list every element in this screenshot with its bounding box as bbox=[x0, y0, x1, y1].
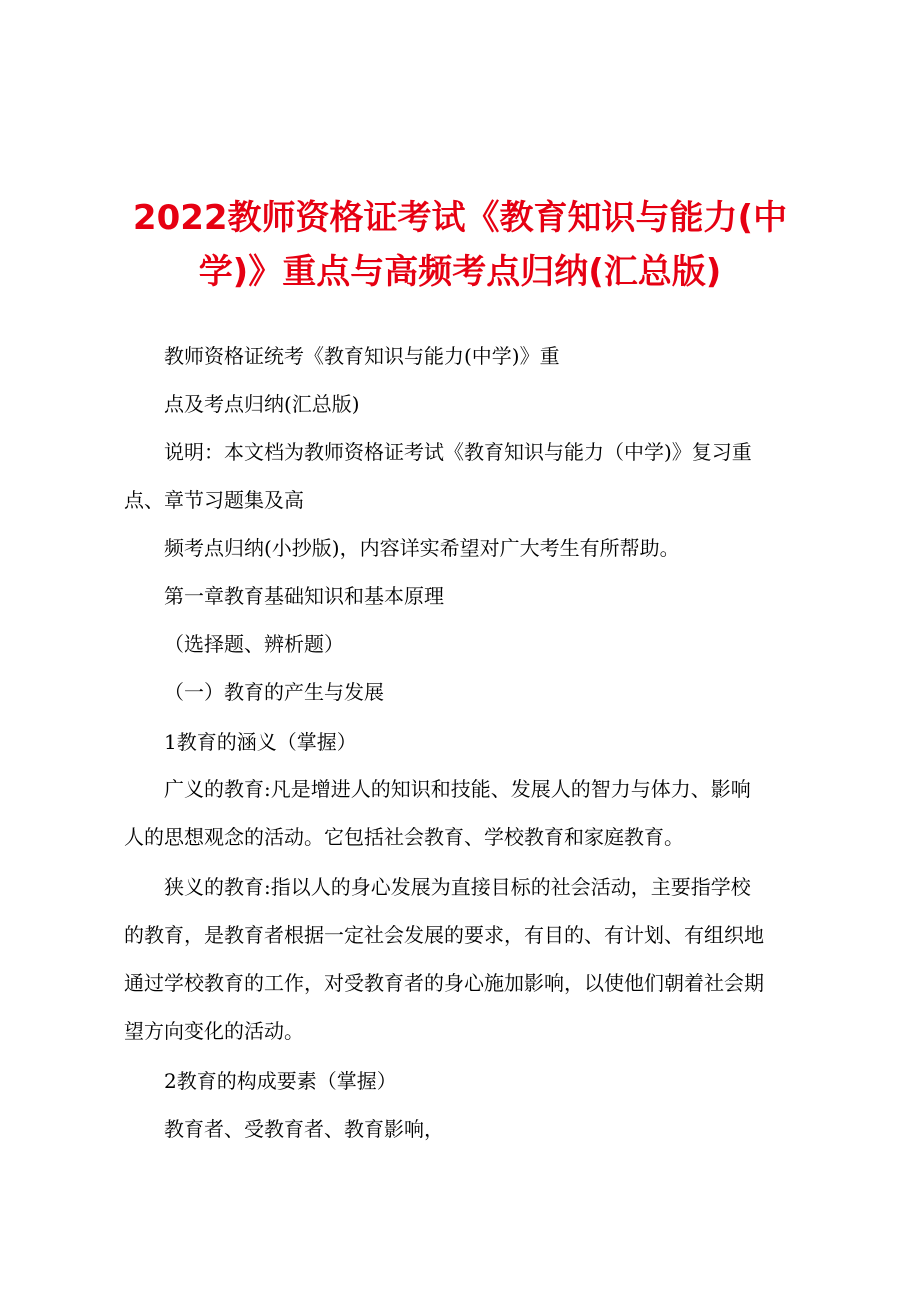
note-line-1: 说明：本文档为教师资格证考试《教育知识与能力（中学)》复习重 bbox=[164, 440, 752, 464]
paragraph-narrow-line-3: 通过学校教育的工作，对受教育者的身心施加影响，以使他们朝着社会期 bbox=[124, 971, 764, 995]
subsection-heading-1: 1教育的涵义（掌握） bbox=[164, 730, 357, 754]
paragraph-narrow-line-1: 狭义的教育:指以人的身心发展为直接目标的社会活动，主要指学校 bbox=[164, 875, 751, 899]
question-type-note: （选择题、辨析题） bbox=[164, 632, 344, 656]
document-title-line-1: 2022教师资格证考试《教育知识与能力(中 bbox=[132, 198, 788, 238]
paragraph-broad-line-2: 人的思想观念的活动。它包括社会教育、学校教育和家庭教育。 bbox=[124, 825, 684, 849]
intro-line-1: 教师资格证统考《教育知识与能力(中学)》重 bbox=[164, 344, 560, 368]
paragraph-broad-line-1: 广义的教育:凡是增进人的知识和技能、发展人的智力与体力、影响 bbox=[164, 777, 751, 801]
note-line-3: 频考点归纳(小抄版)，内容详实希望对广大考生有所帮助。 bbox=[164, 536, 680, 560]
paragraph-elements: 教育者、受教育者、教育影响， bbox=[164, 1117, 444, 1141]
intro-line-2: 点及考点归纳(汇总版) bbox=[164, 392, 360, 416]
document-title-line-2: 学)》重点与高频考点归纳(汇总版) bbox=[198, 252, 722, 292]
paragraph-narrow-line-2: 的教育，是教育者根据一定社会发展的要求，有目的、有计划、有组织地 bbox=[124, 923, 764, 947]
paragraph-narrow-line-4: 望方向变化的活动。 bbox=[124, 1019, 304, 1043]
section-heading: （一）教育的产生与发展 bbox=[164, 680, 384, 704]
chapter-heading: 第一章教育基础知识和基本原理 bbox=[164, 584, 444, 608]
subsection-heading-2: 2教育的构成要素（掌握） bbox=[164, 1069, 397, 1093]
note-line-2: 点、章节习题集及高 bbox=[124, 488, 304, 512]
